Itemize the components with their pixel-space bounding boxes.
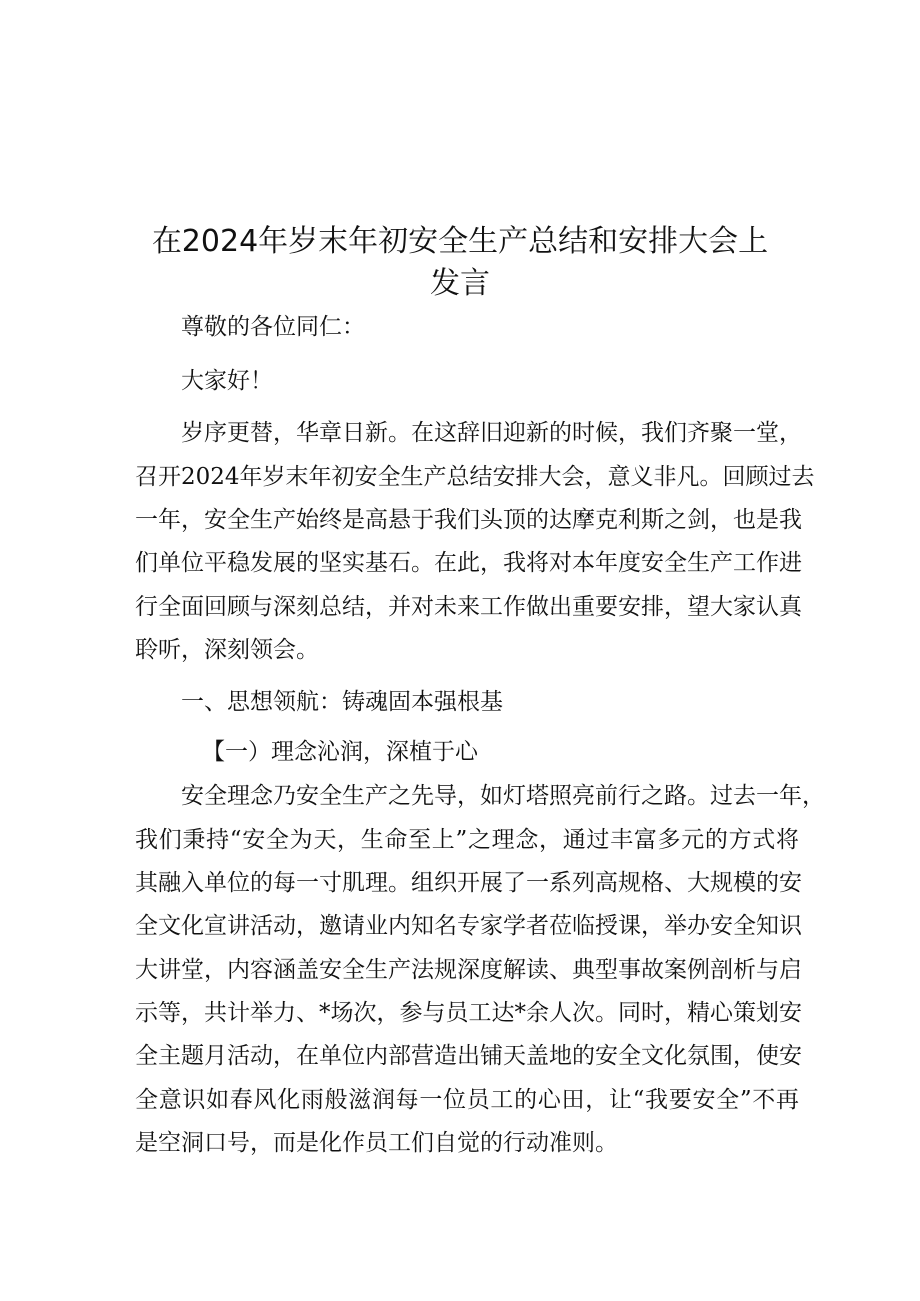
body-line-4: 全文化宣讲活动，邀请业内知名专家学者莅临授课，举办安全知识 [135,913,802,939]
body-line-5: 大讲堂，内容涵盖安全生产法规深度解读、典型事故案例剖析与启 [135,957,802,983]
body-line-6: 示等，共计举力、*场次，参与员工达*余人次。同时，精心策划安 [135,1000,802,1026]
body-line-8: 全意识如春风化雨般滋润每一位员工的心田，让“我要安全”不再 [135,1087,799,1113]
intro-line-1: 岁序更替，华章日新。在这辞旧迎新的时候，我们齐聚一堂， [181,420,802,446]
intro-line-2: 召开2024年岁末年初安全生产总结安排大会，意义非凡。回顾过去 [135,464,815,490]
subsection-heading: 【一）理念沁润，深植于心 [202,739,478,765]
document-title-line-1: 在2024年岁末年初安全生产总结和安排大会上 [151,224,769,259]
body-line-7: 全主题月活动，在单位内部营造出铺天盖地的安全文化氛围，使安 [135,1043,802,1069]
section-heading: 一、思想领航：铸魂固本强根基 [181,689,503,715]
body-line-9: 是空洞口号，而是化作员工们自觉的行动准则。 [135,1130,618,1156]
greeting: 大家好！ [181,368,273,394]
intro-line-3: 一年，安全生产始终是高悬于我们头顶的达摩克利斯之剑，也是我 [135,507,802,533]
intro-line-5: 行全面回顾与深刻总结，并对未来工作做出重要安排，望大家认真 [135,594,802,620]
body-line-2: 我们秉持“安全为天，生命至上”之理念，通过丰富多元的方式将 [135,827,799,853]
salutation: 尊敬的各位同仁： [181,314,365,340]
intro-line-6: 聆听，深刻领会。 [135,637,319,663]
body-line-1: 安全理念乃安全生产之先导，如灯塔照亮前行之路。过去一年， [181,783,825,809]
document-title-line-2: 发言 [430,266,490,301]
intro-line-4: 们单位平稳发展的坚实基石。在此，我将对本年度安全生产工作进 [135,550,802,576]
body-line-3: 其融入单位的每一寸肌理。组织开展了一系列高规格、大规模的安 [135,870,802,896]
